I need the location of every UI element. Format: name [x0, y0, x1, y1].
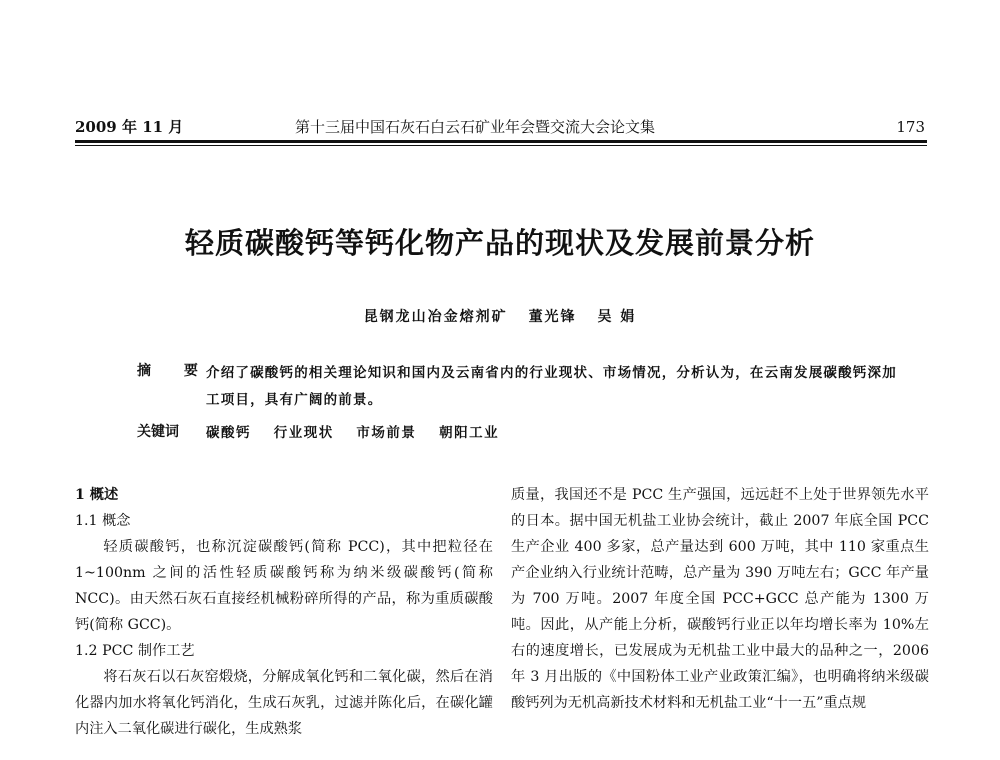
- paragraph: 质量，我国还不是 PCC 生产强国，远远赶不上处于世界领先水平的日本。据中国无机盐工业协会统计，截止 2007 年底全国 PCC 生产企业 400 多家，总产量达到 600 万吨，其中 110 家重点生产企业纳入行业统计范畴，总产量为 390 万吨左右；GCC 年产量为 700 万吨。2007 年度全国 PCC+GCC 总产能为 1300 万吨。因此，从产能上分析，碳酸钙行业正以年均增长率为 10%左右的速度增长，已发展成为无机盐工业中最大的品种之一，2006 年 3 月出版的《中国粉体工业产业政策汇编》，也明确将纳米级碳酸钙列为无机高新技术材料和无机盐工业“十一五”重点规: [511, 487, 929, 711]
- author-line: [0, 306, 1000, 326]
- keyword: 碳酸钙: [206, 425, 251, 441]
- header-rule-thin: [75, 145, 927, 146]
- subsection-heading: 1.2 PCC 制作工艺: [75, 643, 195, 659]
- left-column: [75, 482, 493, 742]
- header-rule-thick: [75, 140, 927, 143]
- keyword: 行业现状: [273, 425, 334, 441]
- subsection-heading: 1.1 概念: [75, 513, 131, 529]
- author-2: 吴 娟: [597, 309, 637, 325]
- right-column: [511, 482, 929, 716]
- header-journal-title: 第十三届中国石灰石白云石矿业年会暨交流大会论文集: [295, 118, 656, 136]
- keyword: 市场前景: [356, 425, 417, 441]
- running-header: [75, 117, 925, 141]
- affiliation: 昆钢龙山冶金熔剂矿: [363, 309, 508, 325]
- author-1: 董光锋: [528, 309, 577, 325]
- paragraph: 轻质碳酸钙，也称沉淀碳酸钙(简称 PCC)，其中把粒径在 1~100nm 之间的活性轻质碳酸钙称为纳米级碳酸钙(简称 NCC)。由天然石灰石直接经机械粉碎所得的产品，称为重质碳酸钙(简称 GCC)。: [75, 539, 493, 633]
- paragraph: 将石灰石以石灰窑煅烧，分解成氧化钙和二氧化碳，然后在消化器内加水将氧化钙消化，生成石灰乳，过滤并陈化后，在碳化罐内注入二氧化碳进行碳化，生成熟浆: [75, 669, 493, 737]
- keywords-label: 关键词: [137, 424, 179, 440]
- header-date: 2009 年 11 月: [75, 118, 184, 136]
- keywords-list: [206, 421, 517, 441]
- abstract-label: 摘 要: [137, 363, 212, 379]
- page-number: 173: [896, 118, 925, 136]
- article-title: 轻质碳酸钙等钙化物产品的现状及发展前景分析: [184, 226, 815, 260]
- section-heading: 1 概述: [75, 487, 119, 503]
- abstract-text: 介绍了碳酸钙的相关理论知识和国内及云南省内的行业现状、市场情况，分析认为，在云南发展碳酸钙深加工项目，具有广阔的前景。: [206, 365, 897, 408]
- keyword: 朝阳工业: [439, 425, 500, 441]
